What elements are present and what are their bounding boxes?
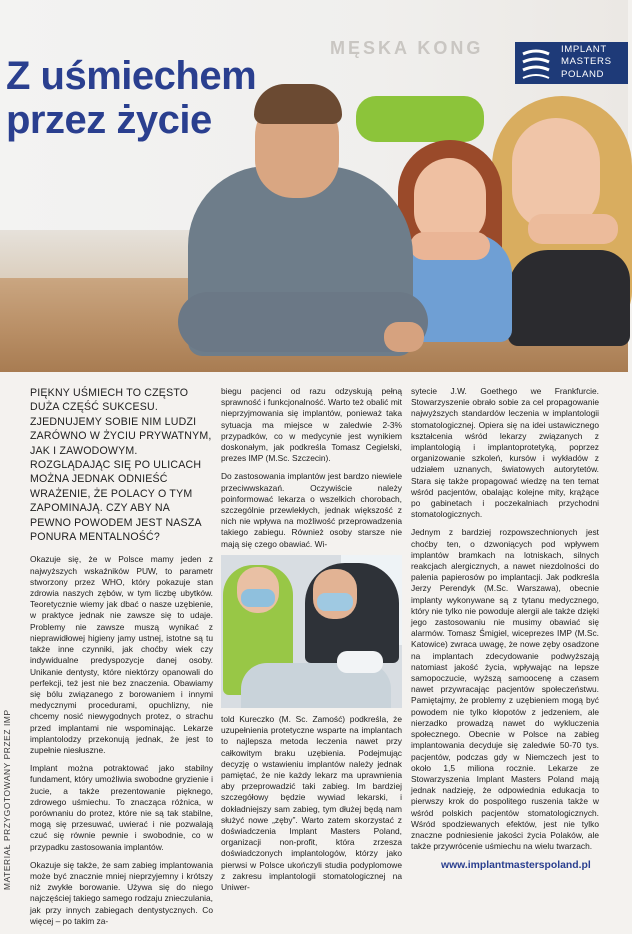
logo-line-3: POLAND xyxy=(561,68,605,80)
paragraph: Okazuje się, że w Polsce mamy jeden z najwyższych wskaźników PUW, to parametr stworzony przez WHO, który pokazuje stan zdrowia naszych zębów, w tym liczbę ubytków. Teoretycznie wiemy jak dbać o nasze uzębienie, w praktyce jednak nie zawsze się to udaje. Problemy nie zawsze muszą wynikać z nieprawidłowej higieny jamy ustnej, istotne są tu także inne czynniki, jak choćby wiek czy indywidualne predyspozycje danej osoby. Unikanie dentysty, które niektórzy opanowali do perfekcji, też jest nie bez znaczenia. Obawiamy się bólu związanego z borowaniem i innymi medycznymi procedurami, opuchlizny, nie chcemy nosić niewygodnych protez, o strachu przed implantami nie wspominając. Lekarze implantolodzy przekonują jednak, że jest to zupełnie niesłuszne. xyxy=(30,554,213,755)
lead-paragraph: PIĘKNY UŚMIECH TO CZĘSTO DUŻA CZĘŚĆ SUKCESU. ZJEDNUJEMY SOBIE NIM LUDZI ZARÓWNO W ŻYCIU PRYWATNYM, JAK I ZAWODOWYM. ROZGLĄDAJĄC SIĘ PO ULICACH MOŻNA JEDNAK ODNIEŚĆ WRAŻENIE, ŻE POLACY O TYM ZAPOMINAJĄ. CZY ABY NA PEWNO POWODEM JEST NASZA PONURA MENTALNOŚĆ? xyxy=(30,387,212,544)
logo-line-1: IMPLANT xyxy=(561,44,607,55)
text-column-3 xyxy=(411,386,599,859)
logo-mark-icon xyxy=(515,42,557,84)
side-label-text: MATERIAŁ PRZYGOTOWANY PRZEZ IMP xyxy=(2,709,12,890)
girl-hands xyxy=(410,232,490,260)
website-link[interactable]: www.implantmasterspoland.pl xyxy=(441,860,591,871)
green-pillow xyxy=(356,96,484,142)
side-label xyxy=(2,690,16,890)
woman-figure xyxy=(508,250,630,346)
text-column-1 xyxy=(30,386,213,934)
dentist-glove xyxy=(337,651,383,673)
article-title xyxy=(6,54,256,142)
paragraph: sytecie J.W. Goethego we Frankfurcie. Stowarzyszenie obrało sobie za cel propagowanie najwyższych standardów leczenia w implantologii stomatologicznej. Opiera się na idei ustawicznego kształcenia wśród lekarzy związanych z implantologią i implantoprotetyką, poprzez organizowanie szkoleń, kursów i wykładów z udziałem uznanych, światowych autorytetów. Stara się także propagować wiedzę na ten temat wśród pacjentów, obalając kolejne mity, krążące po gabinetach i poczekalniach przychodni stomatologicznych. xyxy=(411,386,599,520)
logo-line-2: MASTERS xyxy=(561,56,612,68)
text-column-2-top xyxy=(221,386,402,557)
assistant-mask xyxy=(241,589,275,607)
woman-hands xyxy=(528,214,618,244)
text-column-2-bottom xyxy=(221,714,402,893)
title-line-1: Z uśmiechem xyxy=(6,54,257,98)
background-sign: MĘSKA KONG xyxy=(330,38,484,58)
man-hair xyxy=(254,84,342,124)
logo-text xyxy=(561,44,627,81)
paragraph: Jednym z bardziej rozpowszechnionych jest choćby ten, o dzwoniących pod wpływem implantów bramkach na lotniskach, silnych reakcjach alergicznych, a nawet niezdolności do palenia papierosów po implantacji. Jak podkreśla Jerzy Perendyk (M.Sc. Warszawa), obecnie implanty wykonywane są z tytanu medycznego, który nie tylko nie powoduje alergii ale także dzięki jego zastosowaniu nie musimy obawiać się alarmów. Tomasz Śmigiel, wiceprezes IMP (M.Sc. Katowice) zwraca uwagę, że nowe zęby osadzone na implantach zdecydowanie podwyższają natomiast jakość życia, wpływając na lepsze samopoczucie, wyższą samoocenę a czasem nawet przywracając pacjentów społeczeństwu. Pamiętajmy, że problemy z uzębieniem mogą być powodem nie tylko kłopotów z jedzeniem, ale nierzadko prowadzą nawet do wykluczenia społecznego. Obecnie w Polsce na zabieg implantowania decyduje się zaledwie 50-70 tys. pacjentów, podczas gdy w Niemczech jest to około 1,5 miliona rocznie. Lekarze ze Stowarzyszenia Implant Masters Poland mają jednak nadzieję, że odpowiednia edukacja to pierwszy krok do pospolitego ruszenia także w wśród polskich pacjentów stomatologicznych. Wśród spodziewanych efektów, jest nie tylko znaczne podniesienie jakości życia Polaków, ale także przywrócenie uśmiechu na wielu twarzach. xyxy=(411,527,599,852)
man-hand xyxy=(384,322,424,352)
paragraph: Okazuje się także, że sam zabieg implantowania może być znacznie mniej nieprzyjemny i krótszy niż zwykłe borowanie. Używa się do niego najczęściej takiego samego rodzaju znieczulania, jak przy innych zabiegach dentystycznych. Co więcej – po takim za- xyxy=(30,859,213,926)
paragraph: Implant można potraktować jako stabilny fundament, który umożliwia swobodne gryzienie i żucie, a także prezentowanie pięknego, zdrowego uśmiechu. To znacząca różnica, w porównaniu do protez, które nie są tak stabilne, mogą się przesuwać, uwierać i nie pozwalają czuć się równie pewnie i swobodnie, co w przypadku zastosowania implantów. xyxy=(30,763,213,852)
paragraph: told Kureczko (M. Sc. Zamość) podkreśla, że uzupełnienia protetyczne wsparte na implantach to najlepsza metoda leczenia nawet przy całkowitym braku uzębienia. Podejmując decyzję o wstawieniu implantów należy jednak pamiętać, że nie każdy lekarz ma uprawnienia aby przeprowadzić taki zabieg. Im bardziej szczegółowy będzie wywiad lekarski, i dokładniejszy sam zabieg, tym dłużej będą nam służyć nowe „zęby”. Warto zatem skorzystać z doświadczenia Implant Masters Poland, organizacji non-profit, która zrzesza doświadczonych implantologów, którzy jako pierwsi w Polsce ukończyli studia podyplomowe z zakresu implantologii stomatologicznej na Uniwer- xyxy=(221,714,402,893)
implant-masters-logo xyxy=(515,42,628,84)
paragraph: biegu pacjenci od razu odzyskują pełną sprawność i funkcjonalność. Warto też obalić mit nieprzyjmowania się implantów, ponieważ taka sytuacja ma miejsce w zaledwie 2-3% przypadków, co w medycynie jest wynikiem doskonałym, jak podkreśla Tomasz Cegielski, prezes IMP (M.Sc. Szczecin). xyxy=(221,386,402,464)
paragraph: Do zastosowania implantów jest bardzo niewiele przeciwwskazań. Oczywiście należy poinformować lekarza o wszelkich chorobach, szczególnie przewlekłych, jednak większość z nich nie wpływa na możliwość przeprowadzenia takiego zabiegu. Również osoby starsze nie mają się czego obawiać. Wi- xyxy=(221,471,402,549)
dentist-mask xyxy=(317,593,353,611)
dentist-photo xyxy=(221,555,402,708)
title-line-2: przez życie xyxy=(6,98,212,142)
